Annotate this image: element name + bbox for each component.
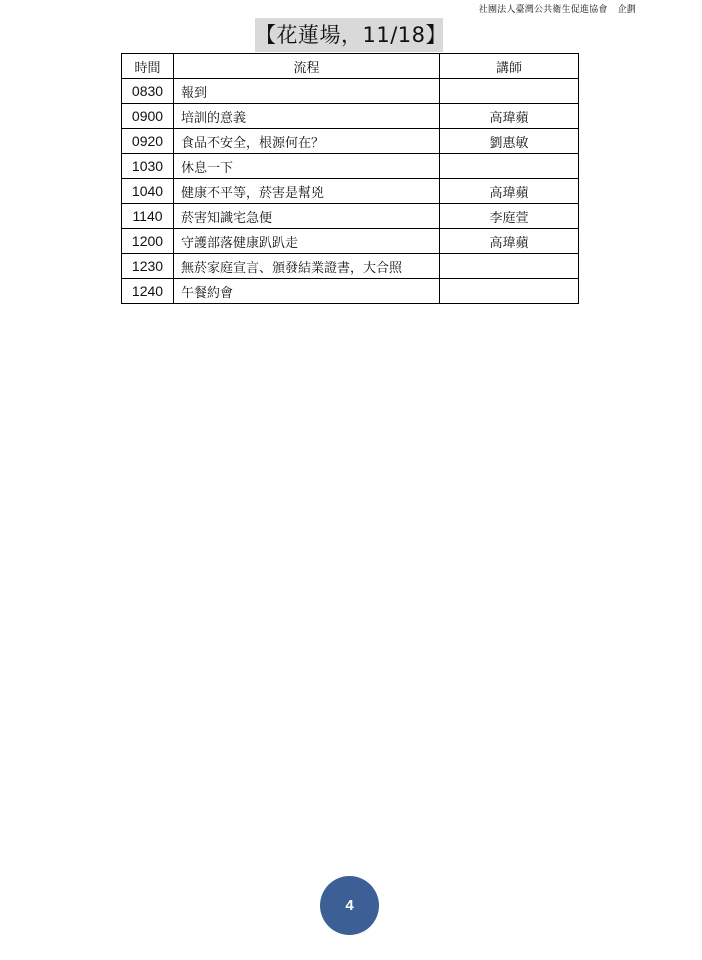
schedule-table — [121, 53, 579, 304]
table-row — [122, 204, 579, 229]
table-row — [122, 79, 579, 104]
row-lecturer — [440, 279, 579, 304]
row-time: 0900 — [122, 104, 174, 129]
table-row — [122, 154, 579, 179]
row-time: 1040 — [122, 179, 174, 204]
row-lecturer: 高瑋蘋 — [440, 104, 579, 129]
row-agenda-item: 培訓的意義 — [174, 104, 440, 129]
column-header-lecturer: 講師 — [440, 54, 579, 79]
table-row — [122, 104, 579, 129]
row-time: 1240 — [122, 279, 174, 304]
organization-name: 社團法人臺灣公共衛生促進協會 — [478, 5, 608, 15]
row-lecturer — [440, 254, 579, 279]
column-header-time: 時間 — [122, 54, 174, 79]
page-title: 【花蓮場，11/18】 — [255, 18, 443, 52]
row-agenda-item: 健康不平等，菸害是幫兇 — [174, 179, 440, 204]
table-row — [122, 179, 579, 204]
row-lecturer: 高瑋蘋 — [440, 179, 579, 204]
row-agenda-item: 午餐約會 — [174, 279, 440, 304]
row-time: 0920 — [122, 129, 174, 154]
row-agenda-item: 菸害知識宅急便 — [174, 204, 440, 229]
organization-header — [479, 2, 636, 15]
table-row — [122, 229, 579, 254]
row-agenda-item: 休息一下 — [174, 154, 440, 179]
row-agenda-item: 無菸家庭宣言、頒發結業證書，大合照 — [174, 254, 440, 279]
table-row — [122, 254, 579, 279]
row-agenda-item: 食品不安全，根源何在？ — [174, 129, 440, 154]
table-header-row — [122, 54, 579, 79]
row-lecturer: 劉惠敏 — [440, 129, 579, 154]
table-row — [122, 129, 579, 154]
column-header-agenda: 流程 — [174, 54, 440, 79]
row-agenda-item: 守護部落健康趴趴走 — [174, 229, 440, 254]
row-time: 1140 — [122, 204, 174, 229]
row-lecturer: 李庭萱 — [440, 204, 579, 229]
table-row — [122, 279, 579, 304]
row-time: 1030 — [122, 154, 174, 179]
page-number-badge: 4 — [320, 876, 379, 935]
row-lecturer: 高瑋蘋 — [440, 229, 579, 254]
row-agenda-item: 報到 — [174, 79, 440, 104]
row-time: 1230 — [122, 254, 174, 279]
row-lecturer — [440, 79, 579, 104]
row-time: 0830 — [122, 79, 174, 104]
organization-role: 企劃 — [617, 5, 636, 15]
row-time: 1200 — [122, 229, 174, 254]
row-lecturer — [440, 154, 579, 179]
